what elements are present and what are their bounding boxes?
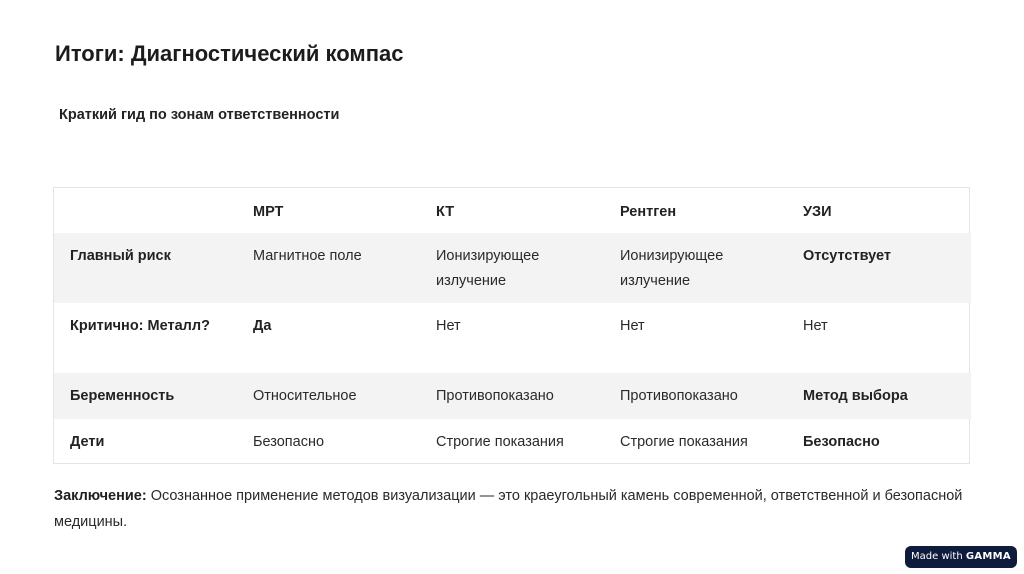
table-cell: Противопоказано (436, 388, 554, 404)
table-cell: Метод выбора (803, 388, 908, 404)
table-row (54, 373, 971, 419)
table-row (54, 419, 971, 463)
table-cell: Да (253, 318, 272, 334)
gamma-logo: GAMMA (965, 551, 1011, 562)
table-cell: Нет (803, 318, 828, 334)
table-cell: Нет (436, 318, 461, 334)
table-cell: Безопасно (803, 434, 880, 450)
table-header-row (54, 188, 971, 233)
row-label: Дети (70, 434, 105, 450)
table-cell: Противопоказано (620, 388, 738, 404)
table-cell: Строгие показания (620, 434, 748, 450)
row-label: Беременность (70, 388, 175, 404)
conclusion-text (54, 483, 974, 535)
comparison-table (53, 187, 970, 464)
table-cell: Ионизирующее излучение (436, 248, 540, 289)
table-row (54, 233, 971, 303)
conclusion-lead: Заключение: (54, 488, 147, 504)
header-cell-ct: КТ (436, 204, 455, 220)
table-cell: Ионизирующее излучение (620, 248, 724, 289)
header-cell-mri: МРТ (253, 204, 284, 220)
badge-prefix: Made with (911, 551, 966, 562)
table-cell: Относительное (253, 388, 357, 404)
table-row (54, 303, 971, 373)
conclusion-body: Осознанное применение методов визуализации — это краеугольный камень современной, ответственной и безопасной медицины. (54, 488, 963, 530)
made-with-gamma-badge[interactable] (905, 546, 1017, 568)
page-subtitle: Краткий гид по зонам ответственности (59, 107, 340, 123)
table-cell: Безопасно (253, 434, 325, 450)
header-cell-empty (54, 188, 237, 233)
table-cell: Отсутствует (803, 248, 891, 264)
table-cell: Магнитное поле (253, 248, 362, 264)
table-cell: Строгие показания (436, 434, 564, 450)
page-title: Итоги: Диагностический компас (55, 41, 404, 66)
header-cell-xray: Рентген (620, 204, 677, 220)
row-label: Главный риск (70, 248, 171, 264)
header-cell-ultrasound: УЗИ (803, 204, 832, 220)
table-cell: Нет (620, 318, 645, 334)
row-label: Критично: Металл? (70, 318, 210, 334)
